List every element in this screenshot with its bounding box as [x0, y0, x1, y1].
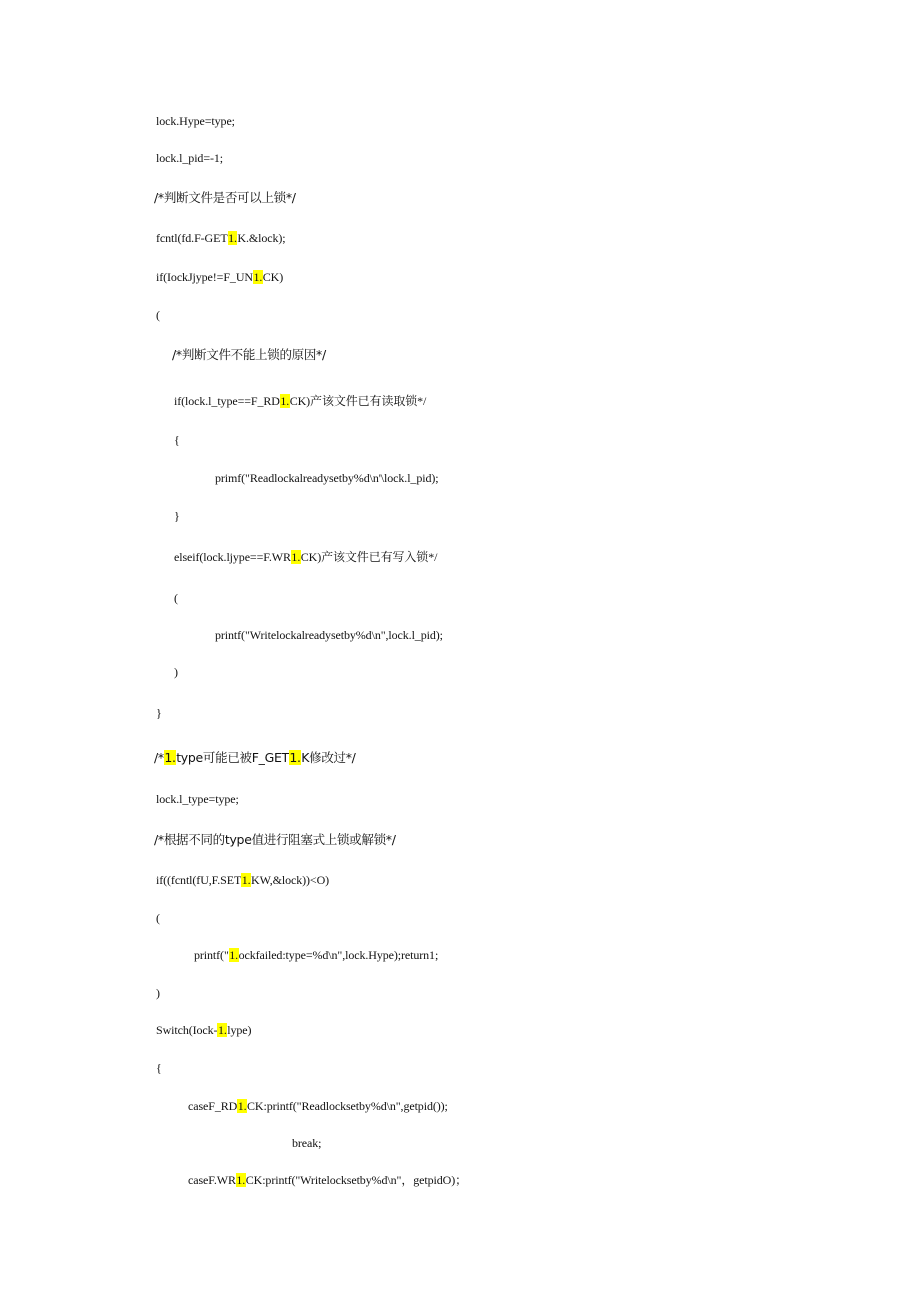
code-line [156, 872, 329, 888]
line-text: ( [156, 911, 160, 925]
line-text: elseif(lock.ljype==F.WR [174, 550, 291, 564]
line-text: caseF.WR [188, 1173, 236, 1187]
highlighted-text: 1. [291, 550, 301, 564]
line-text: /*判断文件是否可以上锁*/ [154, 190, 296, 205]
highlighted-text: 1. [236, 1173, 246, 1187]
comment-line [154, 190, 296, 206]
line-text: KW,&lock))<O) [251, 873, 330, 887]
code-line [215, 627, 443, 643]
line-text: ) [156, 986, 160, 1000]
comment-line [154, 750, 356, 766]
line-text: break; [292, 1136, 322, 1150]
line-text: lock.l_type=type; [156, 792, 239, 806]
code-line [156, 230, 286, 246]
code-line [156, 910, 160, 926]
code-line [292, 1135, 321, 1151]
line-text: ) [174, 665, 178, 679]
line-text: printf(" [194, 948, 229, 962]
highlighted-text: 1. [241, 873, 251, 887]
code-line [156, 113, 235, 129]
code-line [156, 307, 160, 323]
code-line [174, 664, 178, 680]
highlighted-text: 1. [253, 270, 263, 284]
code-line [188, 1172, 467, 1188]
line-text: type可能已被F_GET [176, 750, 289, 765]
highlighted-text: 1. [280, 394, 290, 408]
line-text: printf("Writelockalreadysetby%d\n",lock.l_pid); [215, 628, 443, 642]
line-text: fcntl(fd.F-GET [156, 231, 228, 245]
line-text: lype) [227, 1023, 252, 1037]
line-text: { [174, 433, 180, 447]
code-line [174, 590, 178, 606]
highlighted-text: 1. [164, 750, 176, 765]
line-text: K修改过*/ [301, 750, 356, 765]
line-text: CK)产该文件已有写入锁*/ [300, 550, 438, 564]
code-line [194, 947, 438, 963]
line-text: ( [174, 591, 178, 605]
line-text: if((fcntl(fU,F.SET [156, 873, 242, 887]
line-text: CK)产该文件已有读取锁*/ [289, 394, 427, 408]
line-text: /* [154, 750, 164, 765]
comment-line [172, 347, 326, 363]
code-line [174, 393, 426, 409]
line-text: if(lock.l_type==F_RD [174, 394, 280, 408]
highlighted-text: 1. [289, 750, 301, 765]
line-text: if(IockJjype!=F_UN [156, 270, 253, 284]
code-line [156, 150, 223, 166]
line-text: primf("Readlockalreadysetby%d\n'\lock.l_pid); [215, 471, 439, 485]
comment-line [154, 832, 396, 848]
line-text: Switch(Iock- [156, 1023, 218, 1037]
line-text: lock.l_pid=-1; [156, 151, 224, 165]
code-line [215, 470, 439, 486]
line-text: lock.Hype=type; [156, 114, 235, 128]
line-text: CK) [262, 270, 284, 284]
highlighted-text: 1. [229, 948, 239, 962]
code-line [156, 791, 239, 807]
line-text: ockfailed:type=%d\n",lock.Hype);return1; [238, 948, 439, 962]
line-text: /*判断文件不能上锁的原因*/ [172, 347, 326, 362]
line-text: } [174, 509, 180, 523]
line-text: /*根据不同的type值进行阻塞式上锁或解锁*/ [154, 832, 396, 847]
line-text: } [156, 706, 162, 720]
line-text: K.&lock); [237, 231, 286, 245]
line-text: { [156, 1061, 162, 1075]
code-line [156, 1022, 251, 1038]
line-text: CK:printf("Writelocksetby%d\n"，getpidO)； [245, 1173, 467, 1187]
code-line [156, 705, 162, 721]
code-line [156, 1060, 162, 1076]
code-line [188, 1098, 448, 1114]
line-text: caseF_RD [188, 1099, 238, 1113]
code-line [156, 269, 283, 285]
code-line [174, 432, 180, 448]
line-text: CK:printf("Readlocksetby%d\n",getpid()); [247, 1099, 448, 1113]
code-line [156, 985, 160, 1001]
highlighted-text: 1. [228, 231, 237, 245]
highlighted-text: 1. [217, 1023, 227, 1037]
line-text: ( [156, 308, 160, 322]
code-line [174, 508, 180, 524]
highlighted-text: 1. [237, 1099, 247, 1113]
code-line [174, 549, 437, 565]
